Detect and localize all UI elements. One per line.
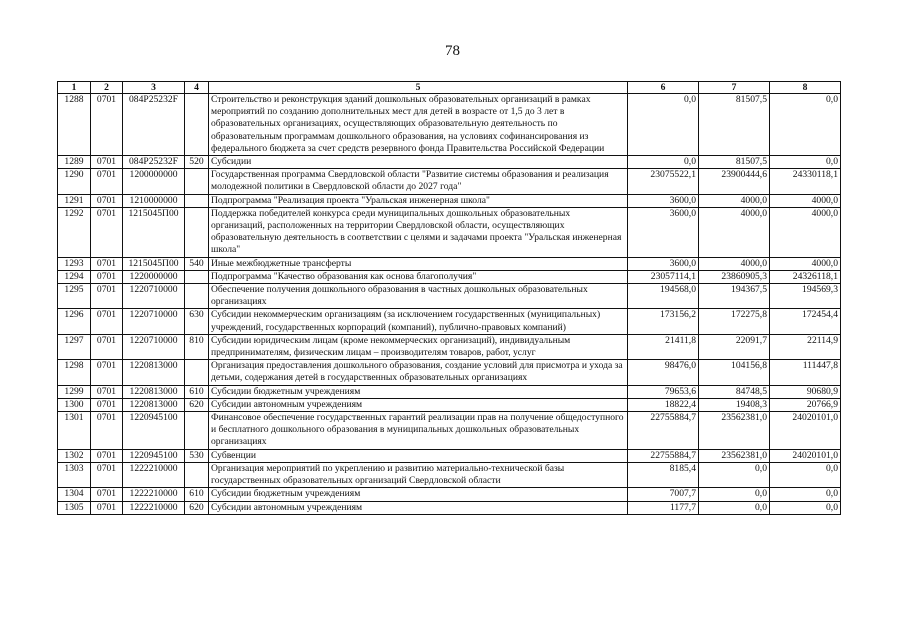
expense-type-cell [185,462,209,487]
expense-type-cell [185,207,209,257]
amount-year3-cell: 22114,9 [770,334,841,359]
expense-type-cell: 630 [185,309,209,334]
table-row [58,194,841,207]
target-article-cell: 1220945100 [123,412,185,450]
column-header: 1 [58,82,91,94]
table-row [58,334,841,359]
item-name-cell: Обеспечение получения дошкольного образования в частных дошкольных образовательных организациях [209,284,628,309]
expense-type-cell [185,194,209,207]
amount-year1-cell: 3600,0 [628,207,699,257]
target-article-cell: 1222210000 [123,462,185,487]
section-code-cell: 0701 [91,207,123,257]
amount-year1-cell: 21411,8 [628,334,699,359]
item-name-cell: Субсидии [209,156,628,169]
expense-type-cell [185,94,209,156]
amount-year1-cell: 8185,4 [628,462,699,487]
item-name-cell: Поддержка победителей конкурса среди муниципальных дошкольных образовательных организаций, расположенных на территории Свердловской области, осуществляющих образовательную деятельность в соответствии с целями и задачами проекта "Уральская инженерная школа" [209,207,628,257]
row-number-cell: 1289 [58,156,91,169]
table-row [58,284,841,309]
target-article-cell: 1215045П00 [123,207,185,257]
amount-year1-cell: 3600,0 [628,194,699,207]
expense-type-cell: 620 [185,398,209,411]
expense-type-cell [185,169,209,194]
item-name-cell: Иные межбюджетные трансферты [209,257,628,270]
row-number-cell: 1290 [58,169,91,194]
section-code-cell: 0701 [91,284,123,309]
amount-year3-cell: 24330118,1 [770,169,841,194]
amount-year2-cell: 0,0 [699,462,770,487]
target-article-cell: 1210000000 [123,194,185,207]
item-name-cell: Подпрограмма "Реализация проекта "Уральская инженерная школа" [209,194,628,207]
item-name-cell: Государственная программа Свердловской области "Развитие системы образования и реализация молодежной политики в Свердловской области до 2027 года" [209,169,628,194]
amount-year1-cell: 7007,7 [628,488,699,501]
amount-year3-cell: 0,0 [770,462,841,487]
amount-year2-cell: 4000,0 [699,207,770,257]
amount-year3-cell: 172454,4 [770,309,841,334]
target-article-cell: 1220710000 [123,309,185,334]
table-row [58,207,841,257]
target-article-cell: 1215045П00 [123,257,185,270]
section-code-cell: 0701 [91,449,123,462]
section-code-cell: 0701 [91,270,123,283]
target-article-cell: 084P25232F [123,156,185,169]
amount-year3-cell: 111447,8 [770,360,841,385]
table-row [58,169,841,194]
item-name-cell: Организация мероприятий по укреплению и развитию материально-технической базы государственных образовательных организаций Свердловской области [209,462,628,487]
table-body [58,94,841,515]
target-article-cell: 1200000000 [123,169,185,194]
section-code-cell: 0701 [91,309,123,334]
amount-year3-cell: 24326118,1 [770,270,841,283]
section-code-cell: 0701 [91,398,123,411]
item-name-cell: Финансовое обеспечение государственных гарантий реализации прав на получение общедоступного и бесплатного дошкольного образования в муниципальных дошкольных образовательных организациях [209,412,628,450]
row-number-cell: 1302 [58,449,91,462]
amount-year1-cell: 98476,0 [628,360,699,385]
amount-year1-cell: 23057114,1 [628,270,699,283]
target-article-cell: 084P25232F [123,94,185,156]
amount-year2-cell: 84748,5 [699,385,770,398]
row-number-cell: 1305 [58,501,91,514]
amount-year3-cell: 0,0 [770,156,841,169]
amount-year1-cell: 173156,2 [628,309,699,334]
target-article-cell: 1222210000 [123,501,185,514]
item-name-cell: Субвенции [209,449,628,462]
section-code-cell: 0701 [91,462,123,487]
amount-year3-cell: 194569,3 [770,284,841,309]
amount-year2-cell: 23900444,6 [699,169,770,194]
amount-year1-cell: 1177,7 [628,501,699,514]
table-row [58,257,841,270]
row-number-cell: 1299 [58,385,91,398]
amount-year2-cell: 81507,5 [699,94,770,156]
amount-year2-cell: 23860905,3 [699,270,770,283]
table-row [58,449,841,462]
amount-year1-cell: 194568,0 [628,284,699,309]
expense-type-cell: 540 [185,257,209,270]
expense-type-cell: 530 [185,449,209,462]
section-code-cell: 0701 [91,412,123,450]
section-code-cell: 0701 [91,257,123,270]
item-name-cell: Организация предоставления дошкольного образования, создание условий для присмотра и ухода за детьми, содержания детей в государственных образовательных организациях [209,360,628,385]
expense-type-cell [185,360,209,385]
row-number-cell: 1291 [58,194,91,207]
amount-year1-cell: 22755884,7 [628,412,699,450]
target-article-cell: 1220710000 [123,284,185,309]
expense-type-cell: 610 [185,488,209,501]
section-code-cell: 0701 [91,94,123,156]
section-code-cell: 0701 [91,501,123,514]
item-name-cell: Субсидии бюджетным учреждениям [209,488,628,501]
amount-year2-cell: 172275,8 [699,309,770,334]
expense-type-cell [185,412,209,450]
expense-type-cell: 810 [185,334,209,359]
amount-year3-cell: 0,0 [770,94,841,156]
row-number-cell: 1301 [58,412,91,450]
expense-type-cell [185,284,209,309]
amount-year1-cell: 23075522,1 [628,169,699,194]
section-code-cell: 0701 [91,156,123,169]
row-number-cell: 1288 [58,94,91,156]
expense-type-cell [185,270,209,283]
target-article-cell: 1220813000 [123,385,185,398]
amount-year3-cell: 24020101,0 [770,412,841,450]
amount-year3-cell: 0,0 [770,488,841,501]
table-row [58,488,841,501]
amount-year1-cell: 79653,6 [628,385,699,398]
amount-year1-cell: 18822,4 [628,398,699,411]
item-name-cell: Строительство и реконструкция зданий дошкольных образовательных организаций в рамках мероприятий по созданию дополнительных мест для детей в возрасте от 1,5 до 3 лет в образовательных организациях, осуществляющих образовательную деятельность по образовательным программам дошкольного образования, на условиях софинансирования из федерального бюджета за счет средств резервного фонда Правительства Российской Федерации [209,94,628,156]
expense-type-cell: 620 [185,501,209,514]
amount-year2-cell: 4000,0 [699,194,770,207]
amount-year2-cell: 104156,8 [699,360,770,385]
header-row [58,82,841,94]
section-code-cell: 0701 [91,385,123,398]
row-number-cell: 1303 [58,462,91,487]
column-header: 8 [770,82,841,94]
page-number: 78 [445,43,460,59]
amount-year1-cell: 0,0 [628,156,699,169]
row-number-cell: 1294 [58,270,91,283]
target-article-cell: 1220710000 [123,334,185,359]
section-code-cell: 0701 [91,334,123,359]
section-code-cell: 0701 [91,169,123,194]
amount-year3-cell: 4000,0 [770,207,841,257]
row-number-cell: 1298 [58,360,91,385]
table-row [58,360,841,385]
expense-type-cell: 520 [185,156,209,169]
item-name-cell: Подпрограмма "Качество образования как основа благополучия" [209,270,628,283]
amount-year2-cell: 23562381,0 [699,412,770,450]
column-header: 3 [123,82,185,94]
amount-year2-cell: 4000,0 [699,257,770,270]
table-row [58,94,841,156]
amount-year2-cell: 0,0 [699,488,770,501]
row-number-cell: 1292 [58,207,91,257]
row-number-cell: 1293 [58,257,91,270]
target-article-cell: 1220813000 [123,398,185,411]
table-row [58,385,841,398]
amount-year2-cell: 81507,5 [699,156,770,169]
amount-year3-cell: 20766,9 [770,398,841,411]
item-name-cell: Субсидии автономным учреждениям [209,398,628,411]
row-number-cell: 1304 [58,488,91,501]
table-row [58,156,841,169]
section-code-cell: 0701 [91,360,123,385]
amount-year3-cell: 24020101,0 [770,449,841,462]
amount-year2-cell: 22091,7 [699,334,770,359]
amount-year3-cell: 4000,0 [770,257,841,270]
table-row [58,412,841,450]
row-number-cell: 1296 [58,309,91,334]
item-name-cell: Субсидии бюджетным учреждениям [209,385,628,398]
amount-year1-cell: 3600,0 [628,257,699,270]
item-name-cell: Субсидии юридическим лицам (кроме некоммерческих организаций), индивидуальным предпринимателям, физическим лицам – производителям товаров, работ, услуг [209,334,628,359]
amount-year3-cell: 0,0 [770,501,841,514]
amount-year1-cell: 0,0 [628,94,699,156]
target-article-cell: 1222210000 [123,488,185,501]
column-header: 5 [209,82,628,94]
target-article-cell: 1220000000 [123,270,185,283]
target-article-cell: 1220945100 [123,449,185,462]
section-code-cell: 0701 [91,194,123,207]
amount-year2-cell: 194367,5 [699,284,770,309]
row-number-cell: 1297 [58,334,91,359]
column-header: 6 [628,82,699,94]
budget-table [57,81,841,515]
expense-type-cell: 610 [185,385,209,398]
table-row [58,270,841,283]
amount-year1-cell: 22755884,7 [628,449,699,462]
column-header: 2 [91,82,123,94]
row-number-cell: 1295 [58,284,91,309]
item-name-cell: Субсидии некоммерческим организациям (за исключением государственных (муниципальных) учреждений, государственных корпораций (компаний), публично-правовых компаний) [209,309,628,334]
item-name-cell: Субсидии автономным учреждениям [209,501,628,514]
amount-year3-cell: 90680,9 [770,385,841,398]
target-article-cell: 1220813000 [123,360,185,385]
amount-year2-cell: 0,0 [699,501,770,514]
table-row [58,462,841,487]
amount-year2-cell: 23562381,0 [699,449,770,462]
amount-year3-cell: 4000,0 [770,194,841,207]
section-code-cell: 0701 [91,488,123,501]
column-header: 7 [699,82,770,94]
table-row [58,309,841,334]
table-row [58,501,841,514]
amount-year2-cell: 19408,3 [699,398,770,411]
table-row [58,398,841,411]
column-header: 4 [185,82,209,94]
row-number-cell: 1300 [58,398,91,411]
